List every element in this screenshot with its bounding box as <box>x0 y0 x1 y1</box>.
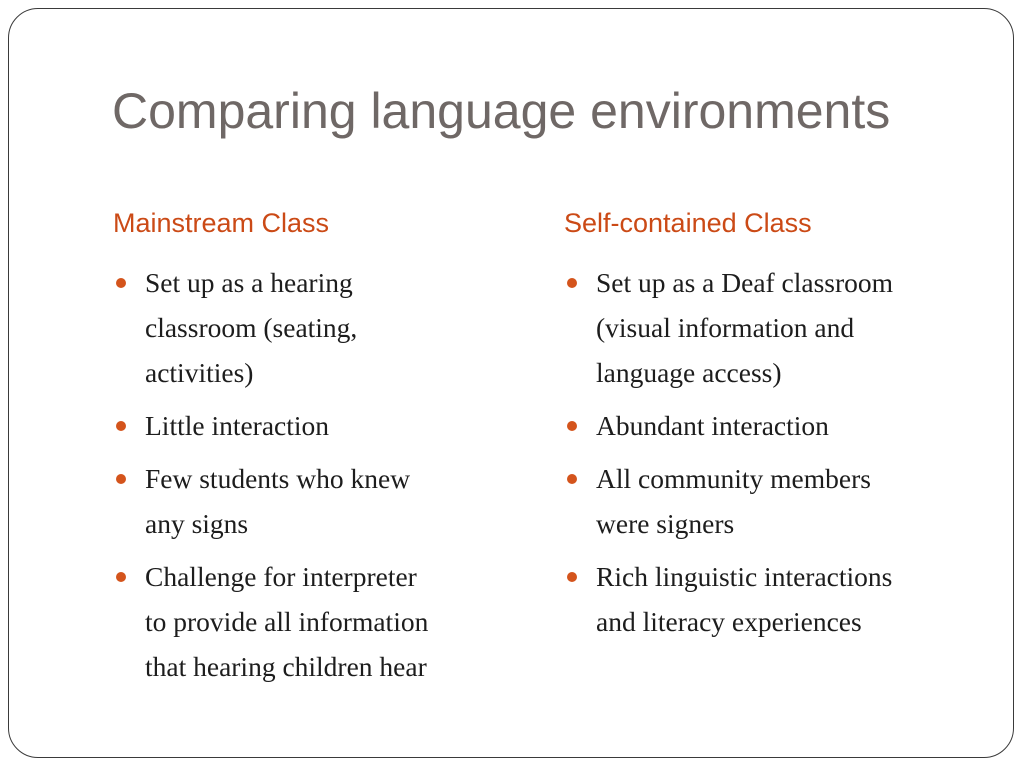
list-item <box>564 456 984 546</box>
list-item-line: to provide all information <box>145 606 429 637</box>
bullet-icon <box>567 278 577 288</box>
list-item <box>113 554 513 689</box>
column-heading: Self-contained Class <box>564 208 812 238</box>
list-item-line: Set up as a Deaf classroom <box>596 267 894 298</box>
list-item-line: and literacy experiences <box>596 606 862 637</box>
bullet-icon <box>116 572 126 582</box>
column-heading: Mainstream Class <box>113 208 330 238</box>
list-item-line: Abundant interaction <box>596 410 829 441</box>
list-item <box>113 456 513 546</box>
mainstream-class-column <box>113 205 513 697</box>
bullet-icon <box>567 474 577 484</box>
bullet-icon <box>116 421 126 431</box>
list-item <box>113 403 513 448</box>
list-item-line: Challenge for interpreter <box>145 561 417 592</box>
list-item-line: Rich linguistic interactions <box>596 561 893 592</box>
list-item-line: activities) <box>145 357 254 388</box>
list-item-line: any signs <box>145 508 249 539</box>
list-item <box>113 260 513 395</box>
bullet-icon <box>567 421 577 431</box>
list-item-line: that hearing children hear <box>145 651 427 682</box>
list-item <box>564 260 984 395</box>
list-item-line: classroom (seating, <box>145 312 358 343</box>
list-item-line: All community members <box>596 463 871 494</box>
bullet-icon <box>116 278 126 288</box>
bullet-list <box>564 260 984 644</box>
list-item-line: Little interaction <box>145 410 330 441</box>
list-item-line: language access) <box>596 357 782 388</box>
list-item-line: (visual information and <box>596 312 855 343</box>
list-item <box>564 554 984 644</box>
slide-title: Comparing language environments <box>112 83 891 139</box>
self-contained-class-column <box>564 205 984 652</box>
bullet-icon <box>116 474 126 484</box>
bullet-list <box>113 260 513 689</box>
list-item-line: Set up as a hearing <box>145 267 353 298</box>
list-item-line: were signers <box>596 508 735 539</box>
bullet-icon <box>567 572 577 582</box>
list-item-line: Few students who knew <box>145 463 411 494</box>
list-item <box>564 403 984 448</box>
